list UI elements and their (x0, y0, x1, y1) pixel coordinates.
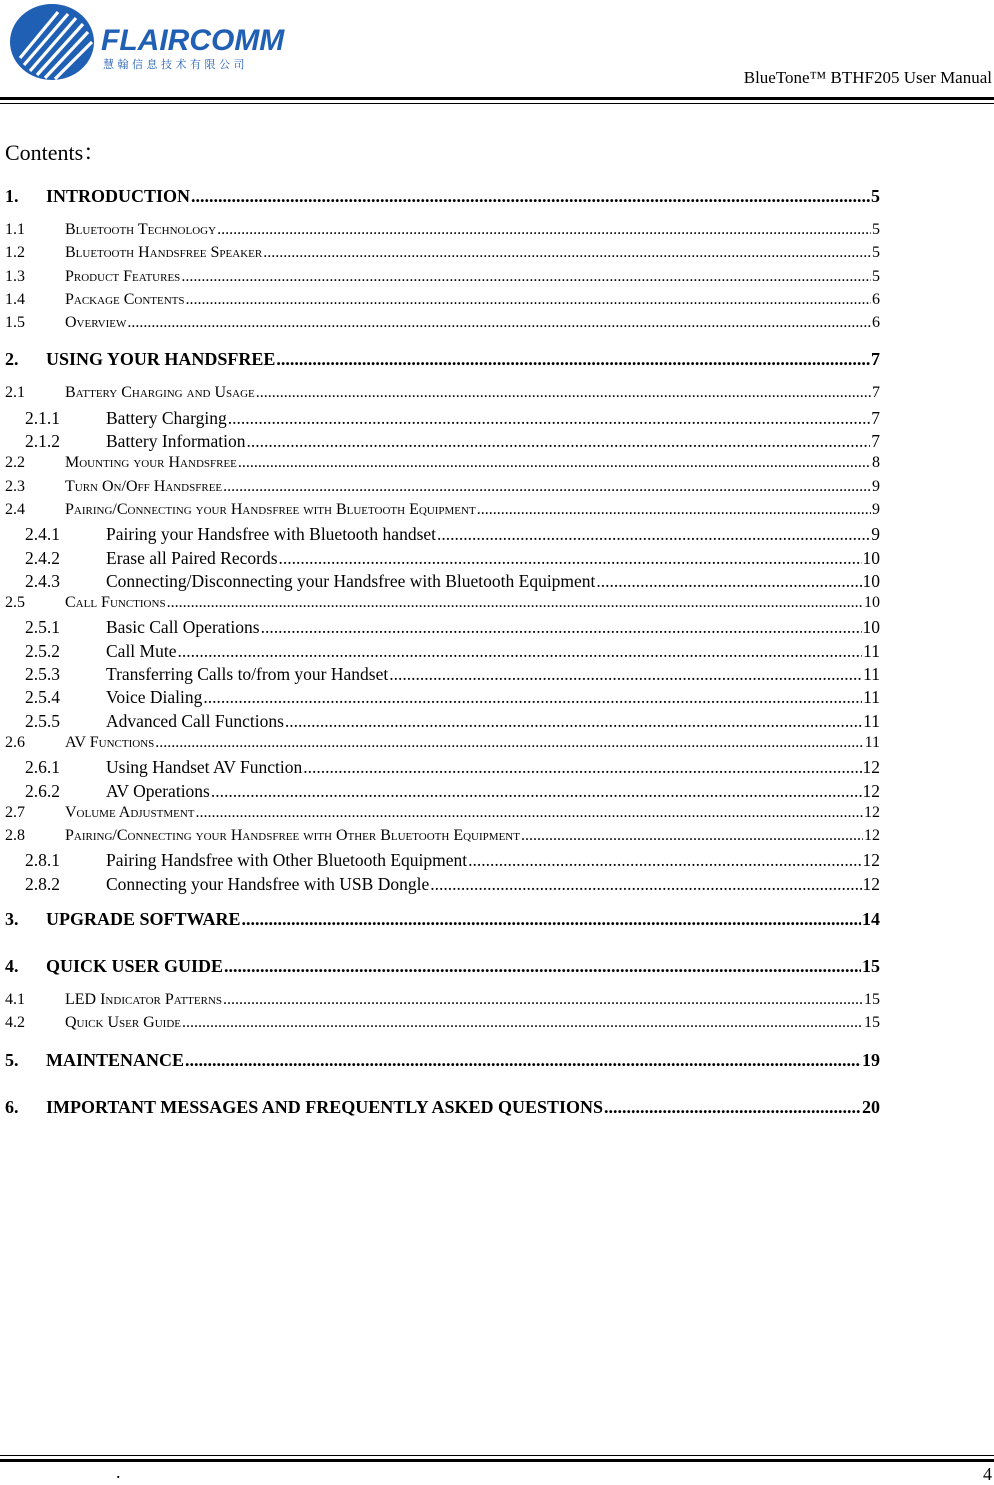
toc-entry-title: AV Functions (65, 733, 155, 751)
toc-entry-title: Battery Charging (106, 407, 227, 428)
toc-entry-page: 6 (872, 314, 880, 332)
toc-entry-page: 10 (862, 570, 880, 591)
toc-entry-number: 1. (5, 186, 19, 206)
toc-dot-leader (196, 804, 863, 822)
toc-dot-leader (285, 711, 862, 732)
flaircomm-logo (6, 2, 306, 84)
toc-entry-title: USING YOUR HANDSFREE (46, 349, 276, 370)
toc-dot-leader (211, 781, 862, 802)
toc-entry[interactable] (5, 186, 880, 210)
toc-entry-number: 1.3 (5, 267, 25, 285)
toc-entry-number: 2.5.5 (25, 710, 60, 731)
toc-entry-page: 20 (862, 1096, 880, 1117)
toc-entry[interactable] (5, 909, 880, 933)
toc-entry-page: 11 (864, 733, 880, 751)
toc-dot-leader (261, 617, 862, 638)
toc-entry-title: Mounting your Handsfree (65, 454, 237, 472)
header-rule-thick (0, 97, 994, 100)
toc-entry-number: 1.4 (5, 290, 25, 308)
toc-entry-page: 12 (862, 873, 880, 894)
toc-entry-number: 2.4.1 (25, 524, 60, 545)
toc-entry[interactable] (5, 501, 880, 524)
footer-rule-thick (0, 1459, 994, 1462)
toc-entry-title: Battery Charging and Usage (65, 384, 255, 402)
toc-entry[interactable] (5, 244, 880, 267)
toc-entry[interactable] (5, 781, 880, 804)
toc-entry[interactable] (5, 431, 880, 454)
toc-entry-number: 2.6 (5, 733, 25, 751)
toc-entry-title: Erase all Paired Records (106, 547, 278, 568)
toc-entry-page: 12 (862, 850, 880, 871)
toc-entry-title: Basic Call Operations (106, 617, 260, 638)
toc-entry-number: 4.2 (5, 1014, 25, 1032)
toc-entry-page: 5 (872, 221, 880, 238)
toc-entry-page: 9 (872, 500, 880, 518)
toc-entry-page: 11 (863, 710, 880, 731)
toc-entry[interactable] (5, 687, 880, 710)
toc-dot-leader (477, 501, 871, 519)
toc-entry-title: Bluetooth Technology (65, 221, 217, 238)
toc-entry-number: 2.4.2 (25, 547, 60, 568)
toc-dot-leader (242, 909, 861, 930)
toc-entry-title: Package Contents (65, 290, 185, 308)
toc-entry-number: 2.4 (5, 500, 25, 518)
toc-entry-number: 2.2 (5, 454, 25, 472)
toc-entry[interactable] (5, 757, 880, 780)
toc-entry-title: IMPORTANT MESSAGES AND FREQUENTLY ASKED QUESTIONS (46, 1096, 603, 1117)
toc-entry-number: 2.8.2 (25, 873, 60, 894)
toc-entry-page: 15 (864, 991, 880, 1009)
toc-entry-number: 1.1 (5, 221, 25, 238)
toc-entry-page: 9 (871, 524, 880, 545)
toc-entry[interactable] (5, 664, 880, 687)
toc-entry-number: 5. (5, 1049, 19, 1070)
toc-dot-leader (182, 1014, 863, 1032)
toc-entry-page: 10 (864, 594, 880, 612)
toc-entry-title: UPGRADE SOFTWARE (46, 909, 241, 930)
toc-dot-leader (279, 548, 862, 569)
document-title: BlueTone™ BTHF205 User Manual (743, 68, 992, 87)
toc-dot-leader (389, 664, 862, 685)
toc-entry-number: 2.1 (5, 384, 25, 402)
toc-entry-number: 2.5.4 (25, 687, 60, 708)
toc-entry-title: Quick User Guide (65, 1014, 181, 1032)
toc-dot-leader (263, 244, 871, 262)
toc-entry[interactable] (5, 1050, 880, 1074)
toc-entry-page: 5 (872, 244, 880, 262)
toc-entry[interactable] (5, 804, 880, 827)
toc-entry[interactable] (5, 478, 880, 501)
toc-dot-leader (127, 314, 871, 332)
toc-entry[interactable] (5, 571, 880, 594)
footer-mark: . (116, 1462, 121, 1482)
toc-entry-page: 14 (862, 909, 880, 930)
toc-entry[interactable] (5, 617, 880, 640)
contents-heading: Contents： (5, 140, 106, 165)
toc-entry[interactable] (5, 291, 880, 314)
toc-entry[interactable] (5, 956, 880, 980)
toc-entry-number: 2.3 (5, 477, 25, 495)
toc-dot-leader (256, 384, 871, 402)
toc-entry-page: 11 (863, 687, 880, 708)
toc-entry-title: Turn On/Off Handsfree (65, 477, 223, 495)
page-number: 4 (983, 1464, 992, 1484)
toc-entry-number: 2.5.1 (25, 617, 60, 638)
toc-entry[interactable] (5, 268, 880, 291)
toc-entry-number: 1.2 (5, 244, 25, 262)
toc-dot-leader (596, 571, 861, 592)
toc-entry[interactable] (5, 314, 880, 337)
toc-entry-number: 2.5.2 (25, 640, 60, 661)
toc-entry-page: 6 (872, 290, 880, 308)
toc-entry[interactable] (5, 850, 880, 873)
toc-entry-title: INTRODUCTION (46, 186, 191, 206)
toc-entry-title: Pairing/Connecting your Handsfree with Bluetooth Equipment (65, 500, 476, 518)
toc-entry-page: 8 (872, 454, 880, 472)
toc-dot-leader (521, 827, 863, 845)
toc-entry[interactable] (5, 874, 880, 897)
toc-entry[interactable] (5, 991, 880, 1014)
toc-entry-title: Pairing/Connecting your Handsfree with Other Bluetooth Equipment (65, 827, 520, 845)
logo-subtitle: 慧 翰 信 息 技 术 有 限 公 司 (103, 58, 245, 71)
table-of-contents (5, 186, 880, 1132)
toc-entry-number: 2.8 (5, 827, 25, 845)
toc-entry-page: 15 (862, 956, 880, 977)
toc-entry-page: 7 (871, 407, 880, 428)
toc-entry-page: 5 (872, 267, 880, 285)
toc-entry[interactable] (5, 408, 880, 431)
toc-dot-leader (155, 734, 863, 752)
toc-entry[interactable] (5, 711, 880, 734)
toc-entry-title: Pairing Handsfree with Other Bluetooth Equipment (106, 850, 468, 871)
toc-entry[interactable] (5, 641, 880, 664)
toc-entry-title: Connecting/Disconnecting your Handsfree with Bluetooth Equipment (106, 570, 596, 591)
toc-entry-number: 2.1.2 (25, 431, 60, 452)
toc-entry-page: 9 (872, 477, 880, 495)
toc-entry-title: Transferring Calls to/from your Handset (106, 664, 389, 685)
toc-entry[interactable] (5, 454, 880, 477)
toc-entry-page: 15 (864, 1014, 880, 1032)
toc-entry[interactable] (5, 1014, 880, 1037)
logo-wordmark: FLAIRCOMM (101, 24, 285, 57)
toc-dot-leader (191, 186, 870, 207)
toc-dot-leader (303, 757, 861, 778)
toc-entry-title: MAINTENANCE (46, 1049, 185, 1070)
toc-entry-number: 2. (5, 349, 19, 370)
toc-entry-title: Pairing your Handsfree with Bluetooth handset (106, 524, 437, 545)
toc-entry-number: 2.8.1 (25, 850, 60, 871)
toc-dot-leader (238, 454, 871, 472)
toc-entry-number: 2.7 (5, 803, 25, 821)
toc-entry-title: Voice Dialing (106, 687, 203, 708)
toc-dot-leader (430, 874, 861, 895)
toc-entry-title: Overview (65, 314, 127, 332)
toc-dot-leader (468, 850, 861, 871)
toc-entry-title: Call Mute (106, 640, 177, 661)
toc-entry-page: 11 (863, 664, 880, 685)
toc-dot-leader (181, 268, 871, 286)
toc-entry-number: 4. (5, 956, 19, 977)
toc-entry-page: 10 (862, 547, 880, 568)
toc-dot-leader (177, 641, 862, 662)
toc-dot-leader (228, 408, 871, 429)
toc-entry-title: AV Operations (106, 780, 210, 801)
toc-entry-title: Advanced Call Functions (106, 710, 284, 731)
toc-entry-number: 2.6.1 (25, 757, 60, 778)
toc-dot-leader (185, 1050, 861, 1071)
toc-entry[interactable] (5, 548, 880, 571)
toc-dot-leader (186, 291, 871, 309)
toc-entry-title: Using Handset AV Function (106, 757, 303, 778)
toc-entry-page: 12 (864, 827, 880, 845)
toc-entry-number: 2.6.2 (25, 780, 60, 801)
toc-entry-number: 2.5.3 (25, 664, 60, 685)
toc-entry-page: 7 (872, 384, 880, 402)
toc-entry-title: QUICK USER GUIDE (46, 956, 224, 977)
toc-entry-page: 7 (871, 431, 880, 452)
toc-entry-number: 1.5 (5, 314, 25, 332)
toc-dot-leader (203, 687, 862, 708)
toc-entry[interactable] (5, 349, 880, 373)
toc-entry-title: Connecting your Handsfree with USB Dongle (106, 873, 430, 894)
footer-rule-thin (0, 1455, 994, 1456)
toc-dot-leader (246, 431, 870, 452)
toc-entry-page: 19 (862, 1049, 880, 1070)
toc-entry[interactable] (5, 221, 880, 244)
toc-entry-title: Volume Adjustment (65, 803, 195, 821)
toc-entry-page: 7 (871, 349, 880, 370)
toc-dot-leader (167, 594, 863, 612)
toc-entry-number: 2.4.3 (25, 570, 60, 591)
toc-entry-number: 2.5 (5, 594, 25, 612)
toc-entry[interactable] (5, 1097, 880, 1121)
header-rule-thin (0, 103, 994, 104)
toc-dot-leader (604, 1097, 861, 1118)
toc-entry-title: Battery Information (106, 431, 246, 452)
toc-entry-title: Product Features (65, 267, 181, 285)
toc-entry-title: LED Indicator Patterns (65, 991, 223, 1009)
toc-entry-number: 6. (5, 1096, 19, 1117)
toc-dot-leader (437, 524, 870, 545)
toc-entry[interactable] (5, 734, 880, 757)
page-header (0, 0, 994, 106)
toc-entry[interactable] (5, 827, 880, 850)
toc-entry-title: Bluetooth Handsfree Speaker (65, 244, 263, 262)
toc-dot-leader (276, 349, 870, 370)
toc-entry-page: 10 (862, 617, 880, 638)
toc-entry-number: 3. (5, 909, 19, 930)
toc-entry-number: 4.1 (5, 991, 25, 1009)
toc-entry-number: 2.1.1 (25, 407, 60, 428)
toc-dot-leader (224, 956, 861, 977)
toc-entry-page: 12 (862, 780, 880, 801)
toc-entry-title: Call Functions (65, 594, 166, 612)
toc-dot-leader (217, 221, 871, 239)
toc-dot-leader (223, 478, 871, 496)
toc-entry-page: 12 (864, 803, 880, 821)
toc-entry-page: 11 (863, 640, 880, 661)
toc-entry-page: 5 (871, 186, 880, 206)
toc-entry[interactable] (5, 384, 880, 407)
toc-entry[interactable] (5, 524, 880, 547)
toc-dot-leader (223, 991, 863, 1009)
toc-entry[interactable] (5, 594, 880, 617)
toc-entry-page: 12 (862, 757, 880, 778)
